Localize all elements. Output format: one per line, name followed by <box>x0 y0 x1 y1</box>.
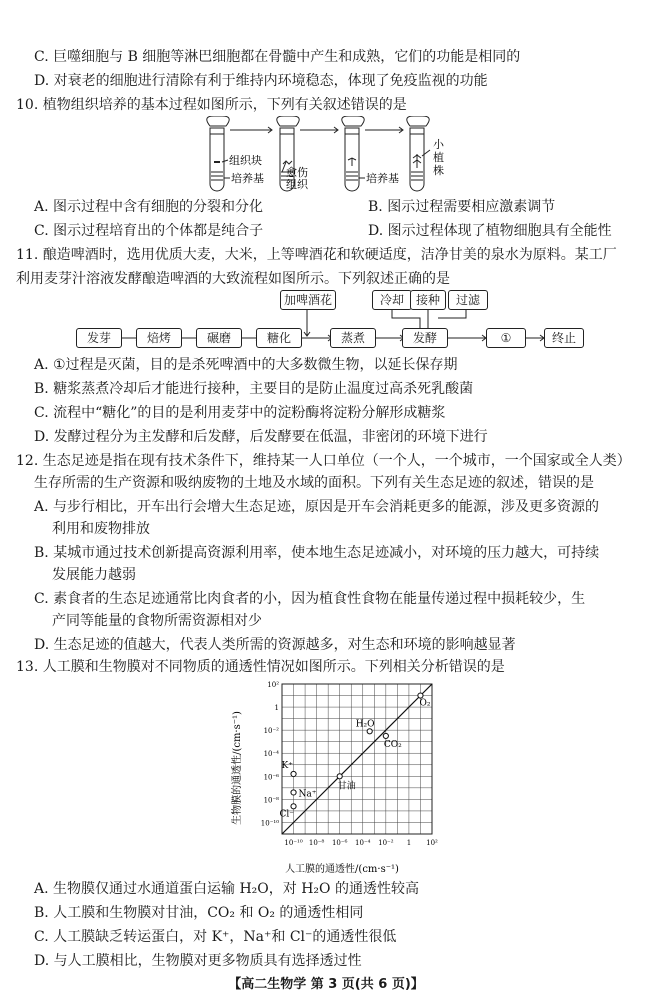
flow-box-hops: 加啤酒花 <box>280 290 336 310</box>
q10-label-tissue: 组织块 <box>229 154 262 167</box>
x-tick-label: 10⁻¹⁰ <box>284 839 303 847</box>
point-label: Cl⁻ <box>279 809 295 820</box>
q10-option-b: B. 图示过程需要相应激素调节 <box>368 199 556 215</box>
flow-step-roasting: 焙烤 <box>136 328 182 348</box>
flow-step-saccharification: 糖化 <box>256 328 302 348</box>
q11-stem-line2: 利用麦芽汁溶液发酵酿造啤酒的大致流程如图所示。下列叙述正确的是 <box>16 271 450 287</box>
point-label: 甘油 <box>337 781 356 792</box>
diagonal-line <box>279 684 432 834</box>
permeability-chart <box>230 676 440 876</box>
q10-label-plant3: 株 <box>433 164 444 177</box>
flow-step-milling: 碾磨 <box>196 328 242 348</box>
data-point <box>418 693 423 698</box>
x-tick-label: 10⁻⁸ <box>308 839 325 847</box>
q12-option-b-line1: B. 某城市通过技术创新提高资源利用率，使本地生态足迹减小，对环境的压力越大，可持续 <box>34 545 600 561</box>
q10-label-callus2: 组织 <box>286 178 308 191</box>
q10-tissue-culture-figure <box>190 116 470 196</box>
flow-step-end: 终止 <box>544 328 584 348</box>
q13-option-c: C. 人工膜缺乏转运蛋白，对 K⁺，Na⁺和 Cl⁻的通透性很低 <box>34 929 397 945</box>
y-tick-label: 10² <box>267 681 279 689</box>
x-tick-label: 10⁻⁴ <box>355 839 371 847</box>
q10-label-plant1: 小 <box>433 138 444 151</box>
q10-option-c: C. 图示过程培育出的个体都是纯合子 <box>34 223 264 239</box>
flow-step-fermentation: 发酵 <box>402 328 448 348</box>
y-tick-label: 10⁻⁸ <box>263 796 279 805</box>
q11-option-d: D. 发酵过程分为主发酵和后发酵，后发酵要在低温，非密闭的环境下进行 <box>34 429 488 445</box>
y-tick-label: 10⁻² <box>263 727 279 736</box>
q10-stem: 10. 植物组织培养的基本过程如图所示，下列有关叙述错误的是 <box>16 97 407 113</box>
x-tick-label: 10⁻² <box>378 839 394 847</box>
data-point <box>291 804 296 809</box>
q12-option-d: D. 生态足迹的值越大，代表人类所需的资源越多，对生态和环境的影响越显著 <box>34 637 516 653</box>
q13-option-d: D. 与人工膜相比，生物膜对更多物质具有选择透过性 <box>34 953 362 969</box>
q10-label-plant2: 植 <box>433 151 444 164</box>
point-label: H₂O <box>355 719 375 730</box>
point-label: Na⁺ <box>298 789 317 800</box>
data-point <box>337 774 342 779</box>
y-tick-label: 10⁻¹⁰ <box>260 819 279 828</box>
point-label: CO₂ <box>383 739 402 750</box>
page-footer: 【高二生物学 第 3 页(共 6 页)】 <box>228 977 424 992</box>
q11-stem-line1: 11. 酿造啤酒时，选用优质大麦，大米，上等啤酒花和软硬适度，洁净甘美的泉水为原料。某工厂 <box>16 247 617 263</box>
flow-box-filtering: 过滤 <box>448 290 488 310</box>
q12-option-b-line2: 发展能力越弱 <box>52 567 136 583</box>
flow-step-sprouting: 发芽 <box>76 328 122 348</box>
q11-option-b: B. 糖浆蒸煮冷却后才能进行接种，主要目的是防止温度过高杀死乳酸菌 <box>34 381 474 397</box>
q11-option-a: A. ①过程是灭菌，目的是杀死啤酒中的大多数微生物，以延长保存期 <box>34 357 458 373</box>
q10-label-callus1: 愈伤 <box>286 166 308 179</box>
point-label: K⁺ <box>281 761 294 771</box>
q10-label-medium2: 培养基 <box>366 172 399 185</box>
prev-option-d: D. 对衰老的细胞进行清除有利于维持内环境稳态，体现了免疫监视的功能 <box>34 73 488 89</box>
data-point <box>367 729 372 734</box>
flow-step-boiling: 蒸煮 <box>330 328 376 348</box>
q12-option-c-line2: 产同等能量的食物所需资源相对少 <box>52 613 262 629</box>
chart-xlabel: 人工膜的通透性/(cm·s⁻¹) <box>285 864 399 875</box>
q12-option-a-line2: 利用和废物排放 <box>52 521 150 537</box>
x-tick-label: 10² <box>426 839 438 847</box>
q12-option-a-line1: A. 与步行相比，开车出行会增大生态足迹，原因是开车会消耗更多的能源，涉及更多资源的 <box>34 499 600 515</box>
q13-option-a: A. 生物膜仅通过水通道蛋白运输 H₂O，对 H₂O 的通透性较高 <box>34 881 419 897</box>
x-tick-label: 1 <box>406 839 412 847</box>
q11-option-c: C. 流程中“糖化”的目的是利用麦芽中的淀粉酶将淀粉分解形成糖浆 <box>34 405 446 421</box>
point-label: O₂ <box>419 698 431 709</box>
y-tick-label: 1 <box>274 704 279 713</box>
prev-option-c: C. 巨噬细胞与 B 细胞等淋巴细胞都在骨髓中产生和成熟，它们的功能是相同的 <box>34 49 521 65</box>
q12-stem-line2: 生存所需的生产资源和吸纳废物的土地及水域的面积。下列有关生态足迹的叙述，错误的是 <box>34 475 594 491</box>
q13-stem: 13. 人工膜和生物膜对不同物质的通透性情况如图所示。下列相关分析错误的是 <box>16 659 505 675</box>
x-tick-label: 10⁻⁶ <box>331 839 348 847</box>
data-point <box>291 790 296 795</box>
q13-option-b: B. 人工膜和生物膜对甘油，CO₂ 和 O₂ 的通透性相同 <box>34 905 364 921</box>
flow-step-1: ① <box>486 328 526 348</box>
data-point <box>383 733 388 738</box>
flow-box-cooling: 冷却 <box>372 290 412 310</box>
data-point <box>291 771 296 776</box>
q10-label-medium1: 培养基 <box>231 172 264 185</box>
q10-option-a: A. 图示过程中含有细胞的分裂和分化 <box>34 199 264 215</box>
q10-option-d: D. 图示过程体现了植物细胞具有全能性 <box>368 223 612 239</box>
chart-ylabel: 生物膜的通透性/(cm·s⁻¹) <box>232 711 243 825</box>
y-tick-label: 10⁻⁴ <box>263 750 279 759</box>
q12-stem-line1: 12. 生态足迹是指在现有技术条件下，维持某一人口单位（一个人，一个城市，一个国家或全人类） <box>16 453 631 469</box>
y-tick-label: 10⁻⁶ <box>263 773 279 782</box>
flow-box-inoculation: 接种 <box>410 290 446 310</box>
q12-option-c-line1: C. 素食者的生态足迹通常比肉食者的小，因为植食性食物在能量传递过程中损耗较少，生 <box>34 591 586 607</box>
